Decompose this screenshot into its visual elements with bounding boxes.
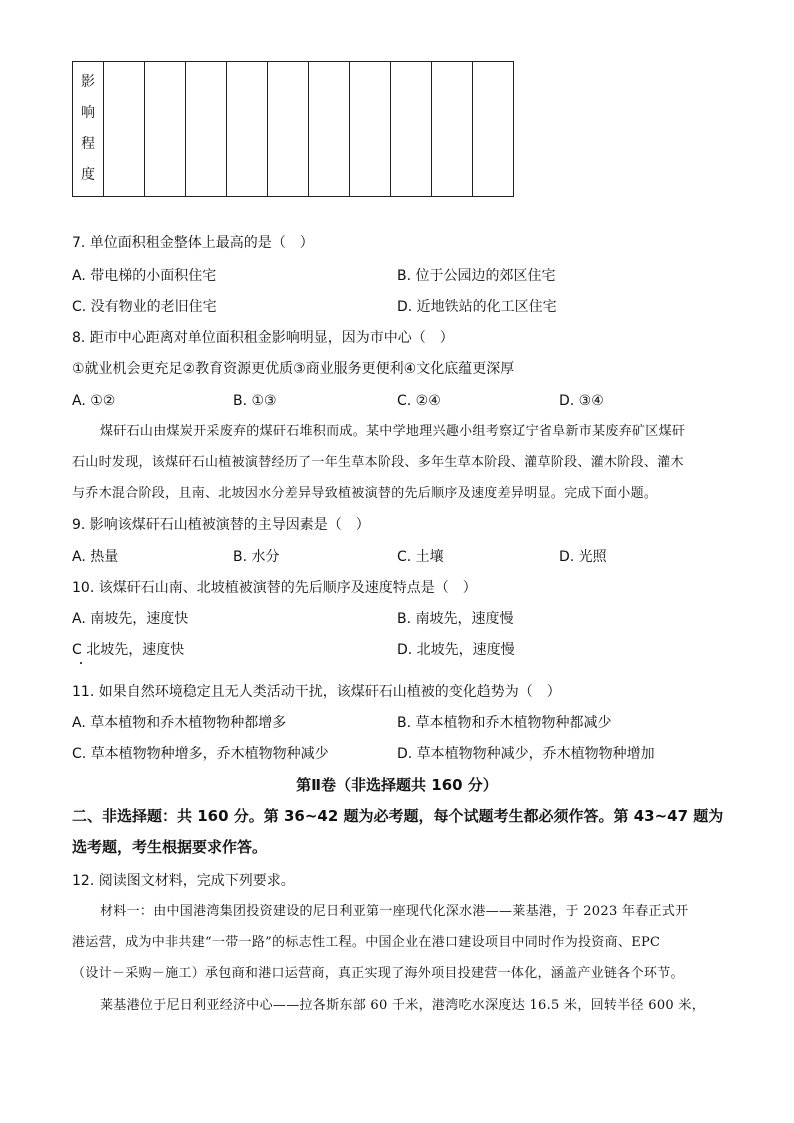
q8-option-c: C. ②④ [397,393,441,409]
q10-stem: 10. 该煤矸石山南、北坡植被演替的先后顺序及速度特点是（ ） [72,580,477,596]
q8-statements: ①就业机会更充足②教育资源更优质③商业服务更便利④文化底蕴更深厚 [72,361,515,377]
q8-stem: 8. 距市中心距离对单位面积租金影响明显，因为市中心（ ） [72,330,454,346]
row-label-char: 影 [81,74,95,90]
table-cell [227,62,268,197]
q10-option-a: A. 南坡先，速度快 [72,611,189,627]
passage1-line2: 石山时发现，该煤矸石山植被演替经历了一年生草本阶段、多年生草本阶段、灌草阶段、灌木阶段、灌木 [72,455,684,470]
table-cell [391,62,432,197]
q9-option-a: A. 热量 [72,549,119,565]
q9-option-b: B. 水分 [233,549,280,565]
material1-line3: （设计－采购－施工）承包商和港口运营商，真正实现了海外项目投建营一体化，涵盖产业链各个环节。 [72,966,684,981]
table-cell [268,62,309,197]
q8-option-b: B. ①③ [233,393,277,409]
q7-option-a: A. 带电梯的小面积住宅 [72,268,217,284]
q11-option-b: B. 草本植物和乔木植物物种都减少 [397,715,612,731]
influence-table [72,61,514,197]
table-cell [350,62,391,197]
q10-option-d: D. 北坡先，速度慢 [397,642,515,658]
stray-dot [80,662,82,664]
row-label-cell [73,62,104,197]
q10-option-b: B. 南坡先，速度慢 [397,611,514,627]
passage1-line1: 煤矸石山由煤炭开采废弃的煤矸石堆积而成。某中学地理兴趣小组考察辽宁省阜新市某废弃矿区煤矸 [100,424,686,439]
q7-stem: 7. 单位面积租金整体上最高的是（ ） [72,235,314,251]
section2-instructions-line1: 二、非选择题：共 160 分。第 36~42 题为必考题，每个试题考生都必须作答。第 43~47 题为 [72,807,724,825]
row-label-char: 度 [81,167,95,183]
q10-option-c: C 北坡先，速度快 [72,642,185,658]
table-cell [145,62,186,197]
section2-instructions-line2: 选考题，考生根据要求作答。 [72,838,268,856]
row-label-char: 响 [81,105,95,121]
q7-option-c: C. 没有物业的老旧住宅 [72,299,217,315]
q9-option-d: D. 光照 [559,549,607,565]
q11-option-d: D. 草本植物物种减少，乔木植物物种增加 [397,746,655,762]
material1-line4: 莱基港位于尼日利亚经济中心——拉各斯东部 60 千米，港湾吃水深度达 16.5 米，回转半径 600 米， [100,998,705,1013]
row-label-char: 程 [81,136,95,152]
section2-title: 第Ⅱ卷（非选择题共 160 分） [296,776,498,794]
q9-option-c: C. 土壤 [397,549,444,565]
table-cell [309,62,350,197]
q11-stem: 11. 如果自然环境稳定且无人类活动干扰，该煤矸石山植被的变化趋势为（ ） [72,684,561,700]
q8-option-d: D. ③④ [559,393,604,409]
q9-stem: 9. 影响该煤矸石山植被演替的主导因素是（ ） [72,517,370,533]
table-cell [104,62,145,197]
table-cell [432,62,473,197]
table-cell [186,62,227,197]
q12-stem: 12. 阅读图文材料，完成下列要求。 [72,873,295,889]
q8-option-a: A. ①② [72,393,116,409]
material1-line2: 港运营，成为中非共建“一带一路”的标志性工程。中国企业在港口建设项目中同时作为投资商、EPC [72,935,661,950]
q7-option-b: B. 位于公园边的郊区住宅 [397,268,556,284]
material1-line1: 材料一：由中国港湾集团投资建设的尼日利亚第一座现代化深水港——莱基港，于 2023 年春正式开 [100,904,689,919]
table-cell [473,62,514,197]
q11-option-c: C. 草本植物物种增多，乔木植物物种减少 [72,746,329,762]
q11-option-a: A. 草本植物和乔木植物物种都增多 [72,715,287,731]
q7-option-d: D. 近地铁站的化工区住宅 [397,299,557,315]
passage1-line3: 与乔木混合阶段，且南、北坡因水分差异导致植被演替的先后顺序及速度差异明显。完成下面小题。 [72,486,658,501]
